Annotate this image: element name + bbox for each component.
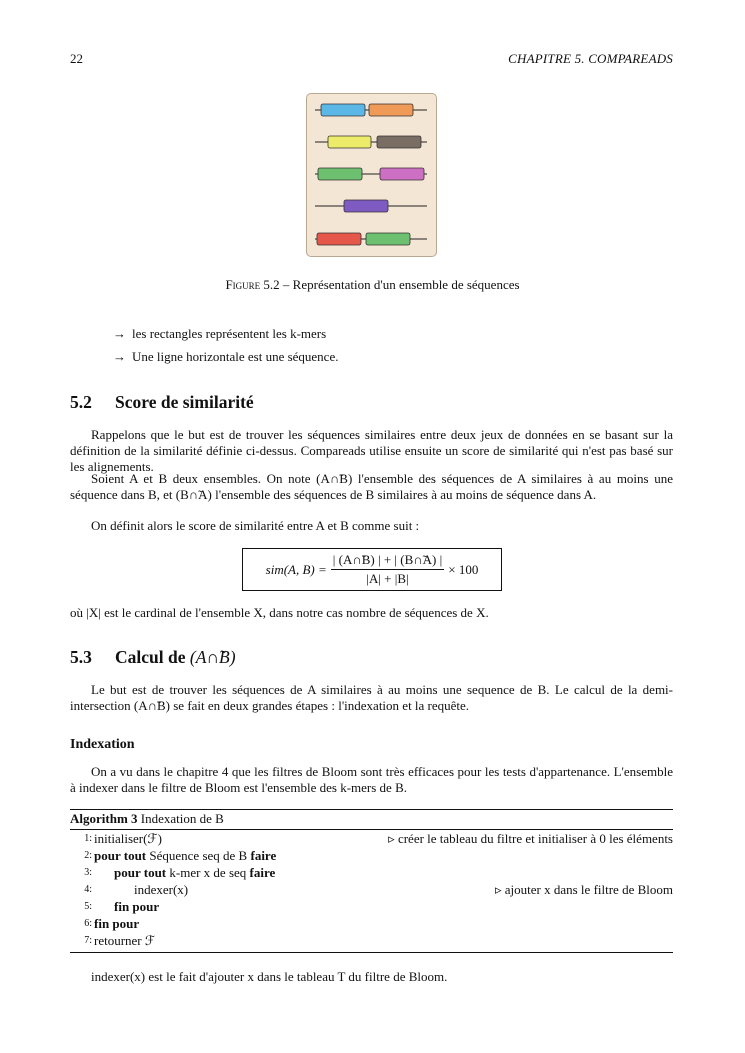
algorithm-code: indexer(x): [134, 882, 189, 897]
figure-label: Figure 5.2: [225, 277, 280, 292]
algorithm-block: [70, 809, 673, 953]
line-number: 7:: [84, 935, 92, 946]
section-title: Score de similarité: [115, 392, 254, 412]
formula-numerator: | (A∩̃B) | + | (B∩̃A) |: [331, 552, 444, 570]
formula-denominator: |A| + |B|: [366, 571, 409, 586]
algorithm-line: [70, 847, 673, 864]
bullet-text: les rectangles représentent les k-mers: [132, 326, 327, 341]
paragraph: On définit alors le score de similarité entre A et B comme suit :: [91, 518, 420, 533]
paragraph: On a vu dans le chapitre 4 que les filtres de Bloom sont très efficaces pour les tests d'appartenance. L'ensemble à indexer dans le filtre de Bloom est l'ensemble des k-mers de B.: [70, 764, 673, 795]
section-number: 5.3: [70, 647, 92, 667]
figure-caption-text: – Représentation d'un ensemble de séquences: [279, 277, 520, 292]
paragraph: Soient A et B deux ensembles. On note (A∩̃B) l'ensemble des séquences de A similaires à au moins une séquence dans B, et (B∩̃A) l'ensemble des séquences de B similaires à au moins de séquence dans A.: [70, 471, 673, 502]
section-title: Calcul de: [115, 647, 190, 667]
section-title-math: (A∩̃B): [189, 647, 236, 667]
running-header: CHAPITRE 5. COMPAREADS: [508, 51, 673, 66]
kmer-rect-green: [318, 168, 362, 180]
page-number: 22: [70, 51, 83, 66]
algorithm-code: fin pour: [114, 899, 160, 914]
bullet-text: Une ligne horizontale est une séquence.: [132, 349, 339, 364]
kmer-rect-yellow: [328, 136, 371, 148]
algorithm-code: pour tout k-mer x de seq faire: [114, 865, 276, 880]
kmer-rect-blue: [321, 104, 365, 116]
algorithm-comment: ▹ créer le tableau du filtre et initialiser à 0 les éléments: [388, 831, 673, 846]
line-number: 4:: [84, 884, 92, 895]
formula-fraction: [331, 552, 444, 587]
formula-lhs: sim(A, B) =: [265, 561, 327, 577]
section-number: 5.2: [70, 392, 92, 412]
algorithm-label: Algorithm 3: [70, 811, 138, 826]
kmer-rect-orange: [369, 104, 413, 116]
arrow-icon: →: [113, 349, 126, 364]
similarity-formula: [243, 549, 501, 590]
algorithm-code: pour tout Séquence seq de B faire: [94, 848, 277, 863]
sequence-set-figure: [306, 93, 437, 257]
line-number: 1:: [84, 833, 92, 844]
paragraph: Le but est de trouver les séquences de A similaires à au moins une sequence de B. Le calcul de la demi-intersection (A∩̃B) se fait en deux grandes étapes : l'indexation et la requête.: [70, 682, 673, 713]
paragraph: indexer(x) est le fait d'ajouter x dans le tableau T du filtre de Bloom.: [91, 969, 448, 984]
line-number: 3:: [84, 867, 92, 878]
algorithm-code: initialiser(ℱ): [94, 831, 162, 846]
algorithm-line: [70, 932, 673, 949]
sequence-diagram: [307, 94, 436, 256]
paragraph: où |X| est le cardinal de l'ensemble X, dans notre cas nombre de séquences de X.: [70, 605, 489, 620]
section-heading-5-3: [70, 647, 236, 668]
algorithm-code: retourner ℱ: [94, 933, 156, 948]
algorithm-title-text: Indexation de B: [137, 811, 224, 826]
paragraph: Rappelons que le but est de trouver les séquences similaires entre deux jeux de données en se basant sur la définition de la similarité définie ci-dessus. Compareads utilise ensuite un score de similarité qui n'est pas basé sur les alignements.: [70, 427, 673, 474]
algorithm-rule: [70, 952, 673, 953]
kmer-rect-purple: [344, 200, 388, 212]
line-number: 6:: [84, 918, 92, 929]
algorithm-code: fin pour: [94, 916, 140, 931]
kmer-rect-red: [317, 233, 361, 245]
kmer-rect-dark-gray: [377, 136, 421, 148]
algorithm-comment: ▹ ajouter x dans le filtre de Bloom: [494, 882, 673, 897]
algorithm-line: [70, 915, 673, 932]
formula-tail: × 100: [448, 561, 479, 577]
algorithm-line: [70, 898, 673, 915]
arrow-icon: →: [113, 326, 126, 341]
line-number: 5:: [84, 901, 92, 912]
algorithm-line: [70, 830, 673, 847]
line-number: 2:: [84, 850, 92, 861]
figure-caption: [0, 277, 745, 293]
bullet-item: [113, 326, 326, 342]
algorithm-line: [70, 864, 673, 881]
algorithm-title: [70, 810, 673, 830]
kmer-rect-pink: [380, 168, 424, 180]
bullet-item: [113, 349, 338, 365]
subsection-heading-indexation: Indexation: [70, 737, 135, 752]
similarity-formula-box: [242, 548, 502, 591]
section-heading-5-2: [70, 392, 254, 413]
algorithm-line: [70, 881, 673, 898]
kmer-rect-green: [366, 233, 410, 245]
